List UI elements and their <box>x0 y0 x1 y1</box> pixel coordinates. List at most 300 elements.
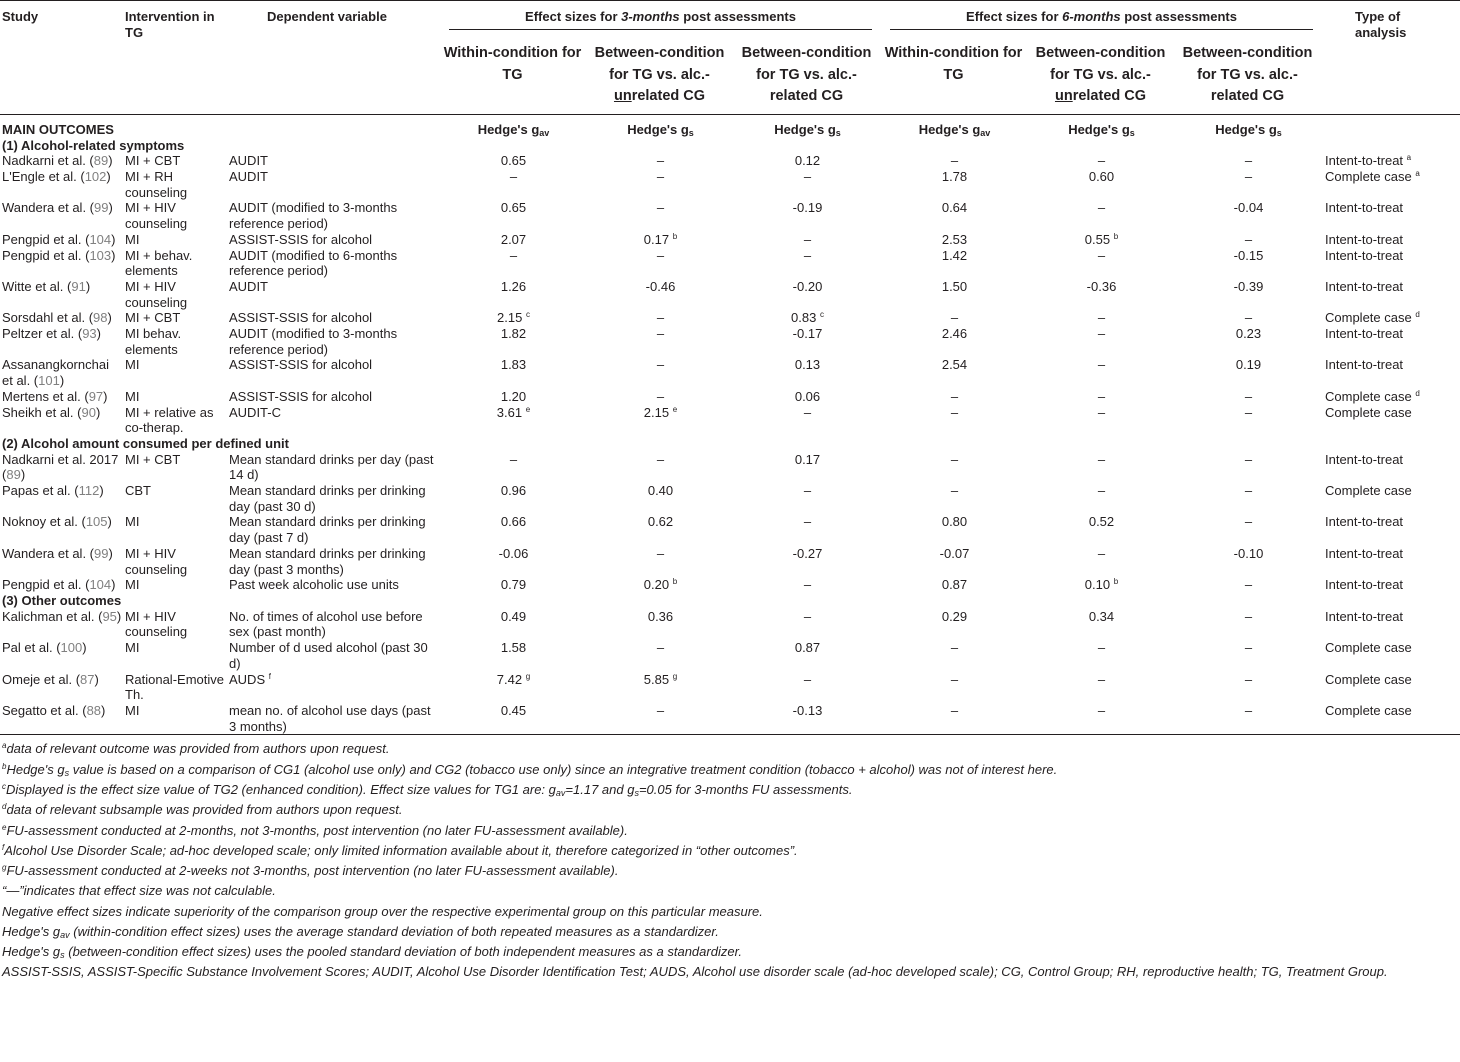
effect-size-value: 0.65 <box>500 153 527 169</box>
study-name: L'Engle et al. ( <box>2 169 85 185</box>
intervention-cell: MI + CBT <box>125 310 181 326</box>
analysis-type-text: Intent-to-treat <box>1325 326 1404 342</box>
reference-link[interactable]: 98 <box>93 310 108 326</box>
effect-size-value: – <box>950 310 959 326</box>
value-cell-within-3m <box>439 248 586 279</box>
col-header-study: Study <box>2 9 39 24</box>
analysis-type-cell <box>1321 389 1460 405</box>
effect-size-value: -0.13 <box>792 702 823 718</box>
effect-size-value: -0.10 <box>1233 545 1264 561</box>
dependent-variable-cell <box>227 514 439 545</box>
value-cell-within-6m <box>880 577 1027 593</box>
effect-size-value: 0.23 <box>1235 326 1262 342</box>
effect-size-value: – <box>803 169 812 185</box>
effect-size-value: – <box>950 451 959 467</box>
value-cell-between-unrelated-6m <box>1027 483 1174 514</box>
col-group-6-months: Effect sizes for 6-months post assessments <box>880 1 1321 40</box>
dependent-variable-cell <box>227 703 439 735</box>
intervention-cell: MI + HIV counseling <box>125 545 188 577</box>
value-cell-between-unrelated-3m <box>586 153 733 169</box>
value-cell-between-unrelated-3m <box>586 703 733 735</box>
table-row <box>0 577 1460 593</box>
study-name: Segatto et al. ( <box>2 702 87 718</box>
effect-size-value: 0.17 <box>643 231 670 247</box>
table-row <box>0 326 1460 357</box>
col-header-between-related-6m: Between-condition for TG vs. alc.-related CG <box>1182 45 1313 105</box>
study-cell <box>0 640 123 671</box>
value-cell-between-related-6m <box>1174 514 1321 545</box>
effect-size-value: 0.49 <box>500 608 527 624</box>
reference-link[interactable]: 89 <box>93 153 109 169</box>
effect-size-value: 1.78 <box>941 169 968 185</box>
value-cell-within-3m <box>439 153 586 169</box>
value-cell-within-3m <box>439 703 586 735</box>
col-header-dependent: Dependent variable <box>267 9 387 24</box>
value-cell-within-6m <box>880 640 1027 671</box>
metric-gav-6m: Hedge's $g_{av}$ <box>918 121 991 138</box>
table-row <box>0 357 1460 388</box>
reference-link[interactable]: 88 <box>86 702 102 718</box>
effect-size-value: – <box>803 483 812 499</box>
footnote <box>2 902 1458 922</box>
analysis-type-text: Complete case <box>1325 310 1412 326</box>
study-close: ) <box>108 545 113 561</box>
dependent-variable-cell <box>227 326 439 357</box>
analysis-type-cell <box>1321 672 1460 703</box>
intervention-cell: MI <box>125 231 140 247</box>
effect-size-value: – <box>1244 702 1253 718</box>
value-cell-between-unrelated-6m <box>1027 153 1174 169</box>
footnote <box>2 821 1458 841</box>
dependent-variable-text: AUDIT <box>229 153 268 169</box>
effect-size-value: 0.29 <box>941 608 968 624</box>
study-cell <box>0 310 123 326</box>
value-cell-within-6m <box>880 357 1027 388</box>
value-cell-between-unrelated-3m <box>586 357 733 388</box>
value-cell-within-3m <box>439 672 586 703</box>
dependent-variable-cell <box>227 609 439 640</box>
value-cell-between-unrelated-3m <box>586 640 733 671</box>
analysis-type-text: Complete case <box>1325 169 1412 185</box>
effect-size-value: -0.06 <box>498 545 529 561</box>
analysis-type-cell <box>1321 405 1460 436</box>
value-cell-between-related-3m <box>733 357 880 388</box>
value-cell-between-related-3m <box>733 279 880 310</box>
footnote-letter: b <box>2 761 7 771</box>
analysis-type-cell <box>1321 232 1460 248</box>
study-cell <box>0 389 123 405</box>
dependent-variable-text: No. of times of alcohol use before sex (past month) <box>229 608 423 640</box>
footnote-text: Displayed is the effect size value of TG2 (enhanced condition). Effect size values for TG1 are: g <box>6 781 556 797</box>
reference-link[interactable]: 100 <box>60 640 83 656</box>
footnote <box>2 881 1458 901</box>
section-row <box>0 593 1460 609</box>
value-cell-within-6m <box>880 546 1027 577</box>
effect-size-value: 5.85 <box>643 671 670 687</box>
study-cell <box>0 514 123 545</box>
effect-size-value: -0.46 <box>645 278 676 294</box>
effect-size-value: 2.07 <box>500 231 527 247</box>
value-cell-within-3m <box>439 310 586 326</box>
study-cell <box>0 279 123 310</box>
value-cell-between-related-6m <box>1174 483 1321 514</box>
analysis-type-text: Complete case <box>1325 388 1412 404</box>
study-cell <box>0 609 123 640</box>
value-cell-between-unrelated-6m <box>1027 609 1174 640</box>
value-cell-within-6m <box>880 452 1027 483</box>
value-cell-between-unrelated-6m <box>1027 279 1174 310</box>
effect-size-value: – <box>1244 483 1253 499</box>
table-row <box>0 640 1460 671</box>
footnote-subscript: av <box>555 787 566 798</box>
study-cell <box>0 232 123 248</box>
study-cell <box>0 200 123 231</box>
effect-size-value: – <box>1244 451 1253 467</box>
effect-size-value: 0.79 <box>500 577 527 593</box>
value-cell-within-3m <box>439 609 586 640</box>
dependent-variable-cell <box>227 232 439 248</box>
analysis-type-cell <box>1321 326 1460 357</box>
study-close: ) <box>85 278 91 294</box>
effect-size-value: -0.36 <box>1086 278 1117 294</box>
footnote-term: Hedge's g <box>6 761 65 777</box>
reference-link[interactable]: 97 <box>88 388 104 404</box>
value-cell-between-related-3m <box>733 200 880 231</box>
effect-size-value: – <box>1244 577 1253 593</box>
effect-size-value: 2.53 <box>941 231 968 247</box>
reference-link[interactable]: 101 <box>38 373 60 389</box>
footnote-text: Alcohol Use Disorder Scale; ad-hoc developed scale; only limited information available about it, therefore categorized in “other outcomes”. <box>4 842 798 858</box>
value-cell-between-related-6m <box>1174 357 1321 388</box>
study-cell <box>0 672 123 703</box>
study-close: ) <box>96 326 102 342</box>
analysis-type-text: Intent-to-treat <box>1325 545 1404 561</box>
reference-link[interactable]: 93 <box>82 326 97 342</box>
value-cell-between-unrelated-3m <box>586 389 733 405</box>
study-close: ) <box>116 608 122 624</box>
value-cell-within-3m <box>439 389 586 405</box>
footnote-marker: d <box>1415 388 1420 398</box>
footnote <box>2 861 1458 881</box>
study-cell <box>0 452 123 483</box>
intervention-cell: MI + CBT <box>125 451 181 467</box>
reference-link[interactable]: 104 <box>89 577 112 593</box>
study-name: Sorsdahl et al. ( <box>2 310 94 326</box>
value-cell-within-6m <box>880 279 1027 310</box>
value-cell-between-related-3m <box>733 153 880 169</box>
footnote-marker: d <box>1415 310 1420 320</box>
effect-size-value: – <box>1097 483 1106 499</box>
intervention-cell: MI + relative as co-therap. <box>125 404 214 436</box>
effect-size-value: – <box>1244 231 1253 247</box>
footnote-letter: f <box>2 842 5 852</box>
effect-size-value: – <box>950 671 959 687</box>
effect-size-value: 0.40 <box>647 483 674 499</box>
dependent-variable-text: AUDIT (modified to 3-months reference period) <box>229 326 398 357</box>
value-cell-within-6m <box>880 389 1027 405</box>
reference-link[interactable]: 105 <box>85 514 108 530</box>
dependent-variable-text: AUDS <box>229 671 266 687</box>
section-row <box>0 138 1460 154</box>
analysis-type-cell <box>1321 640 1460 671</box>
value-cell-within-6m <box>880 514 1027 545</box>
intervention-cell: MI <box>125 640 140 656</box>
footnote-text: data of relevant outcome was provided from authors upon request. <box>6 741 390 757</box>
analysis-type-cell <box>1321 248 1460 279</box>
footnote <box>2 963 1458 981</box>
effect-size-value: – <box>1097 357 1106 373</box>
analysis-type-cell <box>1321 357 1460 388</box>
intervention-cell: MI <box>125 514 140 530</box>
footnote-subscript: s <box>64 767 70 778</box>
value-cell-within-3m <box>439 546 586 577</box>
dependent-variable-text: AUDIT <box>229 169 268 185</box>
study-name: Kalichman et al. ( <box>2 608 103 624</box>
value-cell-between-related-3m <box>733 389 880 405</box>
value-cell-within-3m <box>439 326 586 357</box>
col-header-within-3m: Within-condition for TG <box>443 45 582 83</box>
reference-link[interactable]: 99 <box>94 545 109 561</box>
effect-size-value: – <box>803 608 812 624</box>
footnote-marker: b <box>1113 231 1119 241</box>
intervention-cell: Rational-Emotive Th. <box>125 671 224 703</box>
effect-size-value: -0.19 <box>792 200 823 216</box>
dependent-variable-cell <box>227 640 439 671</box>
col-group-3-months: Effect sizes for 3-months post assessments <box>439 1 880 40</box>
effect-size-value: – <box>803 231 812 247</box>
dependent-variable-text: ASSIST-SSIS for alcohol <box>229 357 373 373</box>
dependent-variable-cell <box>227 577 439 593</box>
study-close: ) <box>103 388 108 404</box>
value-cell-within-3m <box>439 640 586 671</box>
value-cell-between-related-6m <box>1174 577 1321 593</box>
effect-size-value: 0.34 <box>1088 608 1115 624</box>
dependent-variable-cell <box>227 310 439 326</box>
table-row <box>0 672 1460 703</box>
value-cell-between-unrelated-3m <box>586 232 733 248</box>
effect-size-value: – <box>1244 310 1253 326</box>
metric-gav-3m: Hedge's $g_{av}$ <box>477 121 550 138</box>
analysis-type-text: Complete case <box>1325 671 1412 687</box>
value-cell-between-unrelated-6m <box>1027 514 1174 545</box>
value-cell-within-3m <box>439 514 586 545</box>
footnote-marker: b <box>672 577 678 587</box>
value-cell-between-related-6m <box>1174 169 1321 200</box>
value-cell-within-6m <box>880 153 1027 169</box>
reference-link[interactable]: 91 <box>71 278 86 294</box>
effect-size-value: -0.20 <box>792 278 823 294</box>
footnote-text: value is based on a comparison of CG1 (alcohol use only) and CG2 (tobacco use only) since an integrative treatment condition (tobacco + alcohol) was not of interest here. <box>69 761 1058 777</box>
footnote-letter: d <box>2 802 7 812</box>
reference-link[interactable]: 90 <box>81 404 96 420</box>
effect-size-value: 1.58 <box>500 640 527 656</box>
reference-link[interactable]: 102 <box>84 169 107 185</box>
value-cell-between-unrelated-6m <box>1027 452 1174 483</box>
value-cell-within-6m <box>880 703 1027 735</box>
reference-link[interactable]: 87 <box>80 671 95 687</box>
effect-size-value: 1.83 <box>500 357 527 373</box>
reference-link[interactable]: 89 <box>6 467 21 483</box>
effect-size-value: – <box>1244 608 1253 624</box>
value-cell-between-unrelated-3m <box>586 310 733 326</box>
analysis-type-text: Intent-to-treat <box>1325 231 1404 247</box>
effect-size-value: 1.50 <box>941 278 968 294</box>
study-cell <box>0 577 123 593</box>
study-close: ) <box>20 467 26 483</box>
dependent-variable-text: Past week alcoholic use units <box>229 577 399 593</box>
effect-size-value: 0.10 <box>1084 577 1111 593</box>
value-cell-between-unrelated-3m <box>586 169 733 200</box>
dependent-variable-cell <box>227 405 439 436</box>
table-row <box>0 200 1460 231</box>
table-row <box>0 279 1460 310</box>
footnote-text: data of relevant subsample was provided from authors upon request. <box>6 802 403 818</box>
study-close: ) <box>101 702 106 718</box>
study-name: Omeje et al. ( <box>2 671 81 687</box>
value-cell-within-6m <box>880 232 1027 248</box>
value-cell-between-unrelated-3m <box>586 546 733 577</box>
effect-size-value: – <box>656 153 665 169</box>
dependent-variable-cell <box>227 452 439 483</box>
intervention-cell: MI behav. elements <box>125 326 182 357</box>
value-cell-between-related-3m <box>733 326 880 357</box>
study-name: Noknoy et al. ( <box>2 514 86 530</box>
footnote-marker: a <box>1406 153 1412 163</box>
intervention-cell: MI <box>125 577 140 593</box>
analysis-type-text: Intent-to-treat <box>1325 278 1404 294</box>
study-name: Pal et al. ( <box>2 640 61 656</box>
effect-size-value: 0.65 <box>500 200 527 216</box>
effect-size-value: – <box>1097 388 1106 404</box>
analysis-type-cell <box>1321 546 1460 577</box>
reference-link[interactable]: 99 <box>94 200 109 216</box>
value-cell-within-3m <box>439 405 586 436</box>
footnote-marker: b <box>1113 577 1119 587</box>
study-close: ) <box>106 169 111 185</box>
intervention-cell: MI + RH counseling <box>125 169 188 200</box>
effect-size-value: – <box>1244 169 1253 185</box>
study-name: Pengpid et al. ( <box>2 231 90 247</box>
footnote-text: (between-condition effect sizes) uses the pooled standard deviation of both independent measures as a standardizer. <box>64 944 743 960</box>
value-cell-between-related-3m <box>733 248 880 279</box>
table-row <box>0 546 1460 577</box>
study-name: Nadkarni et al. ( <box>2 153 94 169</box>
metric-gs-unrelated-6m: Hedge's $g_s$ <box>1068 121 1135 138</box>
effect-size-value: – <box>656 247 665 263</box>
analysis-type-cell <box>1321 310 1460 326</box>
effect-size-value: -0.39 <box>1233 278 1264 294</box>
dependent-variable-cell <box>227 153 439 169</box>
dependent-variable-text: AUDIT-C <box>229 404 281 420</box>
value-cell-within-6m <box>880 169 1027 200</box>
intervention-cell: MI + HIV counseling <box>125 278 188 310</box>
reference-link[interactable]: 103 <box>89 247 112 263</box>
value-cell-between-related-6m <box>1174 248 1321 279</box>
study-cell <box>0 405 123 436</box>
value-cell-between-unrelated-6m <box>1027 200 1174 231</box>
analysis-type-cell <box>1321 452 1460 483</box>
study-cell <box>0 248 123 279</box>
value-cell-within-3m <box>439 452 586 483</box>
col-header-between-unrelated-6m: Between-condition for TG vs. alc.- unrelated CG <box>1035 45 1166 105</box>
dependent-variable-text: ASSIST-SSIS for alcohol <box>229 388 373 404</box>
value-cell-between-related-6m <box>1174 609 1321 640</box>
value-cell-between-related-3m <box>733 232 880 248</box>
effect-size-value: 2.54 <box>941 357 968 373</box>
footnote-marker: g <box>672 671 678 681</box>
effect-size-value: 2.15 <box>643 404 670 420</box>
effect-size-value: 1.26 <box>500 278 527 294</box>
effect-size-value: – <box>950 702 959 718</box>
dependent-variable-cell <box>227 546 439 577</box>
effect-size-value: – <box>1244 514 1253 530</box>
value-cell-between-unrelated-3m <box>586 609 733 640</box>
dependent-variable-text: ASSIST-SSIS for alcohol <box>229 310 373 326</box>
effect-size-value: – <box>1097 640 1106 656</box>
effect-size-value: – <box>509 169 518 185</box>
analysis-type-cell <box>1321 279 1460 310</box>
effect-size-value: -0.17 <box>792 326 823 342</box>
study-name: Witte et al. ( <box>2 278 72 294</box>
analysis-type-text: Intent-to-treat <box>1325 357 1404 373</box>
reference-link[interactable]: 104 <box>89 231 112 247</box>
reference-link[interactable]: 112 <box>78 483 100 499</box>
table-row <box>0 389 1460 405</box>
study-close: ) <box>107 514 112 530</box>
value-cell-between-related-3m <box>733 546 880 577</box>
analysis-type-cell <box>1321 483 1460 514</box>
metric-gs-unrelated-3m: Hedge's $g_s$ <box>627 121 694 138</box>
intervention-cell: MI + HIV counseling <box>125 200 188 232</box>
value-cell-between-related-3m <box>733 452 880 483</box>
dependent-variable-text: Mean standard drinks per drinking day (past 30 d) <box>229 483 426 514</box>
main-outcomes-label: MAIN OUTCOMES <box>2 121 114 137</box>
section-row <box>0 436 1460 452</box>
study-cell <box>0 546 123 577</box>
footnote-subscript: av <box>60 930 70 940</box>
value-cell-between-unrelated-6m <box>1027 357 1174 388</box>
value-cell-within-3m <box>439 169 586 200</box>
effect-size-value: 0.87 <box>941 577 968 593</box>
effect-size-value: – <box>1097 545 1106 561</box>
intervention-cell: CBT <box>125 483 151 499</box>
table-row <box>0 153 1460 169</box>
value-cell-between-unrelated-6m <box>1027 672 1174 703</box>
value-cell-between-related-3m <box>733 672 880 703</box>
study-cell <box>0 483 123 514</box>
analysis-type-text: Intent-to-treat <box>1325 577 1404 593</box>
effect-size-value: – <box>1244 404 1253 420</box>
footnote-text: FU-assessment conducted at 2-weeks not 3-months, post intervention (no later FU-assessment available). <box>6 863 619 879</box>
footnote-marker: f <box>268 671 271 681</box>
table-row <box>0 248 1460 279</box>
value-cell-between-unrelated-3m <box>586 577 733 593</box>
reference-link[interactable]: 95 <box>102 608 117 624</box>
value-cell-between-unrelated-6m <box>1027 326 1174 357</box>
effect-size-value: – <box>950 404 959 420</box>
footnote <box>2 922 1458 942</box>
effect-size-value: 0.20 <box>643 577 670 593</box>
intervention-cell: MI + HIV counseling <box>125 608 188 640</box>
section-heading: (1) Alcohol-related symptoms <box>2 137 185 153</box>
table-row <box>0 483 1460 514</box>
value-cell-between-related-6m <box>1174 153 1321 169</box>
effect-size-value: 1.82 <box>500 326 527 342</box>
footnote-text: (within-condition effect sizes) uses the average standard deviation of both repeated measures as a standardizer. <box>69 924 719 939</box>
footnote <box>2 841 1458 861</box>
table-row <box>0 609 1460 640</box>
intervention-cell: MI + CBT <box>125 153 181 169</box>
